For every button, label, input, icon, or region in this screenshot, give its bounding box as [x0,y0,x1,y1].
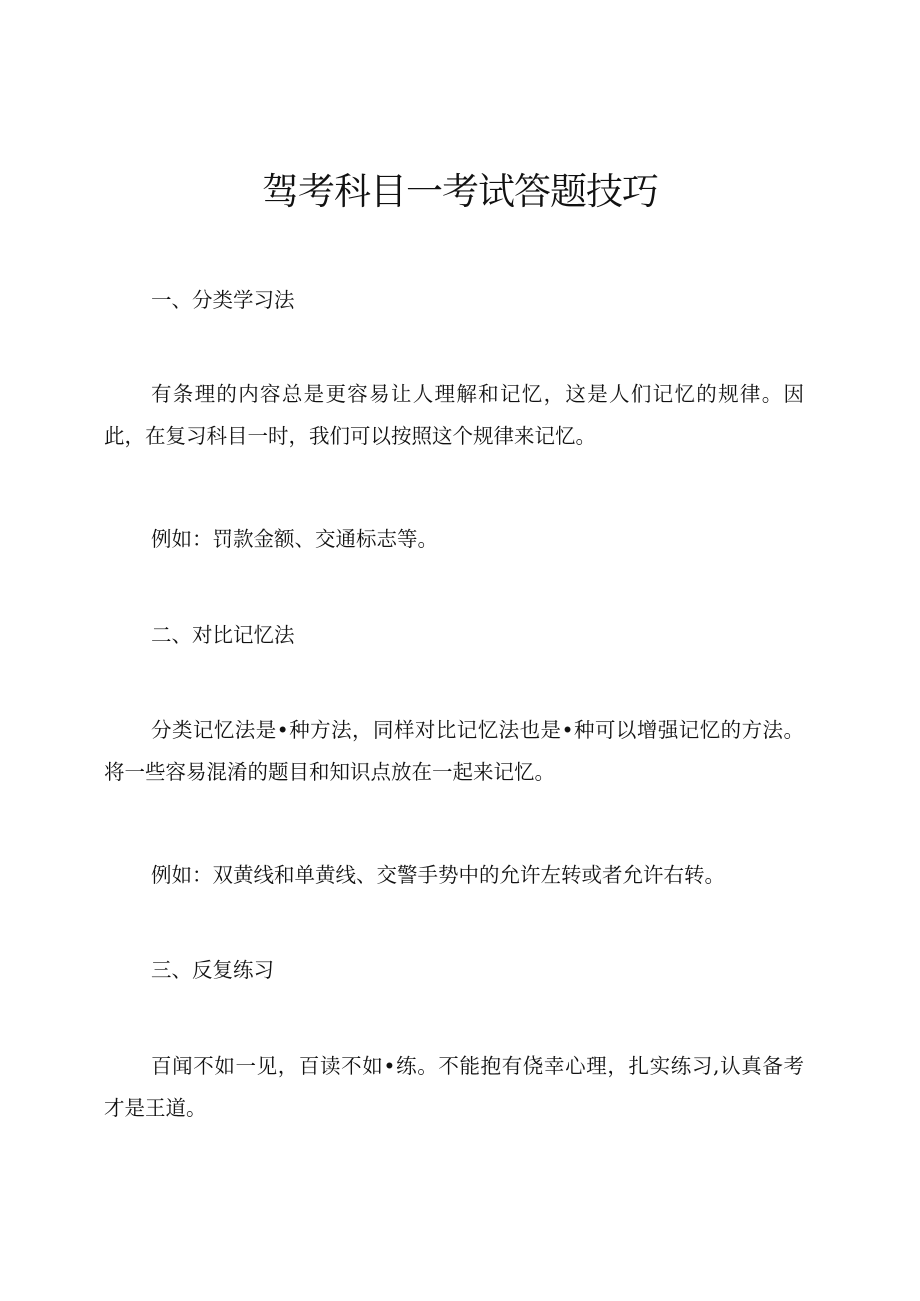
section-2-paragraph-2: 例如：双黄线和单黄线、交警手势中的允许左转或者允许右转。 [151,863,725,887]
section-3-paragraph-1: 百闻不如一见，百读不如•练。不能抱有侥幸心理，扎实练习,认真备考才是王道。 [104,1054,804,1120]
section-1-paragraph-2: 例如：罚款金额、交通标志等。 [151,527,438,551]
section-1-paragraph-1: 有条理的内容总是更容易让人理解和记忆，这是人们记忆的规律。因此，在复习科目一时，我们可以按照这个规律来记忆。 [104,382,804,448]
section-heading-2: 二、对比记忆法 [151,623,295,647]
section-2-paragraph-1: 分类记忆法是•种方法，同样对比记忆法也是•种可以增强记忆的方法。将一些容易混淆的题目和知识点放在一起来记忆。 [104,718,804,784]
section-heading-1: 一、分类学习法 [151,288,295,312]
document-title: 驾考科目一考试答题技巧 [262,170,658,213]
section-heading-3: 三、反复练习 [151,958,274,982]
